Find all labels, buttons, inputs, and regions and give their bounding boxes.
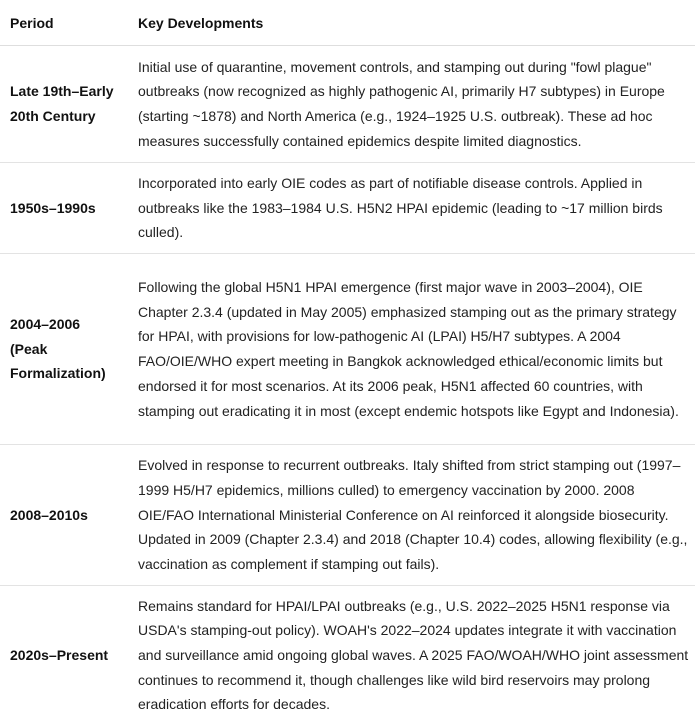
developments-cell: Following the global H5N1 HPAI emergence (first major wave in 2003–2004), OIE Chapter 2.3.4 (updated in May 2005) emphasized stamping out as the primary strategy for HPAI, with provisions for low-pathogenic AI (LPAI) H5/H7 subtypes. A 2004 FAO/OIE/WHO expert meeting in Bangkok acknowledged ethical/economic limits but endorsed it for most scenarios. At its 2006 peak, H5N1 affected 60 countries, with stamping out eradicating it in most (except endemic hotspots like Egypt and Indonesia). xyxy=(128,254,695,445)
period-cell xyxy=(0,254,128,445)
period-column-header: Period xyxy=(0,0,128,46)
period-cell: 2020s–Present xyxy=(10,647,109,664)
developments-cell: Initial use of quarantine, movement controls, and stamping out during "fowl plague" outbreaks (now recognized as highly pathogenic AI, primarily H7 subtypes) in Europe (starting ~1878) and North America (e.g., 1924–1925 U.S. outbreak). These ad hoc measures successfully contained epidemics despite limited diagnostics. xyxy=(128,46,695,163)
period-cell: Late 19th–Early 20th Century xyxy=(0,46,128,163)
developments-cell: Evolved in response to recurrent outbreaks. Italy shifted from strict stamping out (1997–1999 H5/H7 epidemics, millions culled) to emergency vaccination by 2000. 2008 OIE/FAO International Ministerial Conference on AI reinforced it alongside biosecurity. Updated in 2009 (Chapter 2.3.4) and 2018 (Chapter 10.4) codes, allowing flexibility (e.g., vaccination as complement if stamping out fails). xyxy=(128,445,695,586)
table-row xyxy=(0,254,695,445)
developments-cell: Incorporated into early OIE codes as part of notifiable disease controls. Applied in outbreaks like the 1983–1984 U.S. H5N2 HPAI epidemic (leading to ~17 million birds culled). xyxy=(128,163,695,254)
table-row xyxy=(0,585,695,725)
table-row xyxy=(0,46,695,163)
table-row xyxy=(0,163,695,254)
table-header-row xyxy=(0,0,695,46)
period-cell: 1950s–1990s xyxy=(0,163,128,254)
developments-cell: Remains standard for HPAI/LPAI outbreaks (e.g., U.S. 2022–2025 H5N1 response via USDA's stamping-out policy). WOAH's 2022–2024 updates integrate it with vaccination and surveillance amid ongoing global waves. A 2025 FAO/WOAH/WHO joint assessment continues to recommend it, though challenges like wild bird reservoirs may prolong eradication efforts for decades. xyxy=(138,597,689,713)
table-row xyxy=(0,445,695,586)
developments-column-header: Key Developments xyxy=(128,0,695,46)
period-cell: 2008–2010s xyxy=(0,445,128,586)
period-label: 2004–2006 (Peak Formalization) xyxy=(10,316,106,382)
